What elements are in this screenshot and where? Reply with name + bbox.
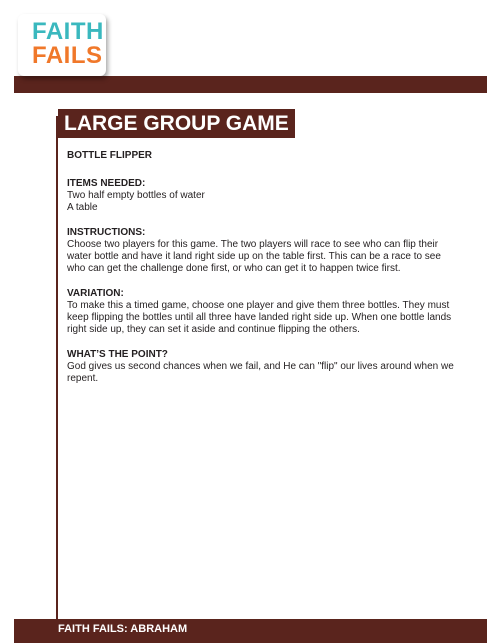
game-title: BOTTLE FLIPPER bbox=[67, 150, 152, 161]
header-bar bbox=[14, 76, 487, 93]
item-line: Two half empty bottles of water bbox=[67, 190, 205, 201]
items-section bbox=[67, 178, 457, 214]
variation-section bbox=[67, 288, 457, 336]
instructions-section bbox=[67, 227, 457, 275]
items-heading: ITEMS NEEDED: bbox=[67, 178, 146, 189]
logo-word-faith: FAITH bbox=[32, 18, 104, 45]
logo-word-fails: FAILS bbox=[32, 42, 103, 69]
faith-fails-logo bbox=[18, 14, 106, 76]
point-heading: WHAT’S THE POINT? bbox=[67, 349, 168, 360]
variation-heading: VARIATION: bbox=[67, 288, 124, 299]
item-line: A table bbox=[67, 202, 98, 213]
instructions-text: Choose two players for this game. The two players will race to see who can flip their water bottle and have it land right side up on the table first. This can be a race to see who can get the challenge done first, or who can get it to happen twice first. bbox=[67, 239, 441, 274]
variation-text: To make this a timed game, choose one player and give them three bottles. They must keep flipping the bottles until all three have landed right side up. When one bottle lands right side up, they can set it aside and continue flipping the others. bbox=[67, 300, 452, 335]
section-title: LARGE GROUP GAME bbox=[58, 109, 295, 138]
point-text: God gives us second chances when we fail, and He can "flip" our lives around when we repent. bbox=[67, 361, 454, 384]
game-content bbox=[67, 150, 457, 398]
left-rule bbox=[56, 116, 58, 619]
instructions-heading: INSTRUCTIONS: bbox=[67, 227, 146, 238]
point-section bbox=[67, 349, 457, 385]
footer-title: FAITH FAILS: ABRAHAM bbox=[58, 623, 188, 635]
